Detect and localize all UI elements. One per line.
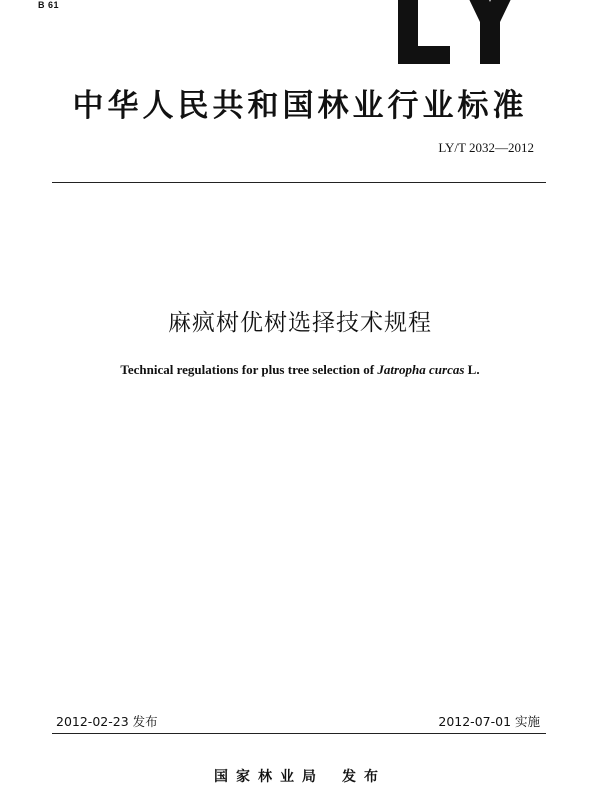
- classification-code: B 61: [38, 0, 60, 10]
- ly-logo: [394, 0, 524, 68]
- standard-organization: 中华人民共和国林业行业标准: [72, 88, 528, 124]
- title-english-scientific-name: Jatropha curcas: [377, 362, 465, 377]
- issuer-line: [0, 766, 600, 786]
- issue-date: 2012-02-23 发布: [56, 714, 158, 729]
- standard-number: LY/T 2032—2012: [438, 140, 534, 155]
- title-english-suffix: L.: [464, 362, 480, 377]
- issuer-organization: 国家林业局: [214, 769, 324, 785]
- logo-letter-y: [456, 0, 524, 64]
- title-chinese: 麻疯树优树选择技术规程: [168, 310, 432, 336]
- header-divider: [52, 182, 546, 183]
- implementation-date: 2012-07-01 实施: [438, 714, 540, 729]
- logo-letter-l-foot: [398, 46, 450, 64]
- footer-divider: [52, 733, 546, 734]
- issuer-verb: 发布: [342, 769, 386, 785]
- title-english-prefix: Technical regulations for plus tree selection of: [120, 362, 378, 377]
- title-english: [0, 362, 600, 378]
